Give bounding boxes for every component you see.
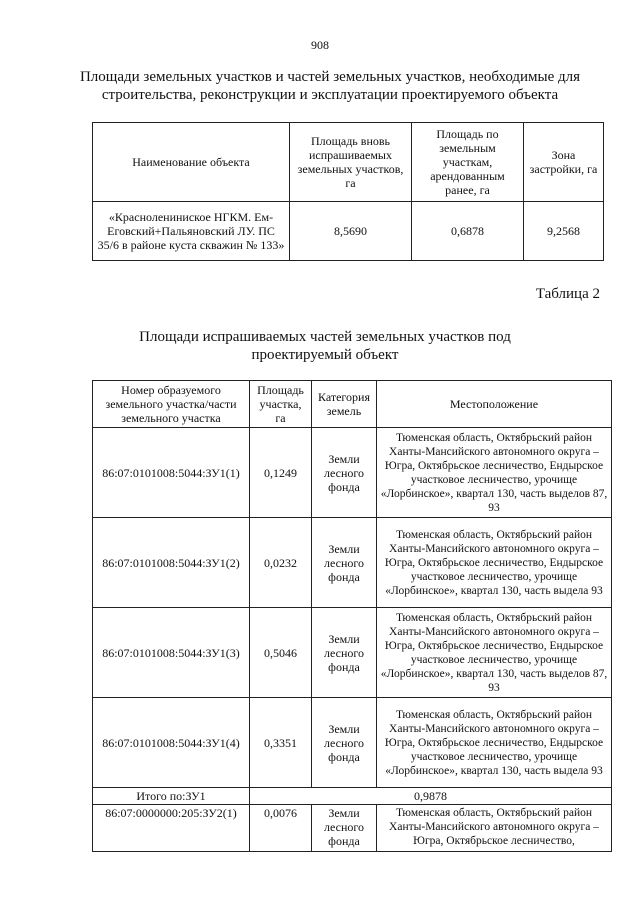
location-cell: Тюменская область, Октябрьский район Ханты-Мансийского автономного округа – Югра, Октябрьское лесничество, Ендырское участковое лесничество, урочище «Лорбинское», квартал 130, часть выделов 87, 93 [377, 428, 612, 518]
table-row [93, 805, 612, 852]
parcel-area-cell: 0,0076 [250, 805, 312, 852]
table-row [93, 608, 612, 698]
parcel-number-cell: 86:07:0101008:5044:ЗУ1(3) [93, 608, 250, 698]
section-heading: Площади испрашиваемых частей земельных участков под проектируемый объект [139, 329, 511, 363]
parcel-number-cell: 86:07:0101008:5044:ЗУ1(1) [93, 428, 250, 518]
leased-area-cell: 0,6878 [412, 202, 524, 261]
page-number: 908 [311, 38, 329, 52]
parcel-area-cell: 0,3351 [250, 698, 312, 788]
parcel-area-cell: 0,1249 [250, 428, 312, 518]
column-header: Категория земель [312, 381, 377, 428]
land-parts-table [92, 380, 612, 852]
table-header-row [93, 381, 612, 428]
column-header: Номер образуемого земельного участка/части земельного участка [93, 381, 250, 428]
location-cell: Тюменская область, Октябрьский район Ханты-Мансийского автономного округа – Югра, Октябрьское лесничество, Ендырское участковое лесничество, урочище «Лорбинское», квартал 130, часть выдела 93 [377, 698, 612, 788]
parcel-area-cell: 0,0232 [250, 518, 312, 608]
parcel-number-cell: 86:07:0101008:5044:ЗУ1(2) [93, 518, 250, 608]
table-header-row [93, 123, 604, 202]
section-heading: Площади земельных участков и частей земельных участков, необходимые для строительства, реконструкции и эксплуатации проектируемого объекта [79, 69, 581, 103]
zone-area-cell: 9,2568 [524, 202, 604, 261]
table-row [93, 698, 612, 788]
total-value-cell: 0,9878 [250, 788, 612, 805]
location-cell: Тюменская область, Октябрьский район Ханты-Мансийского автономного округа – Югра, Октябрьское лесничество, Ендырское участковое лесничество, урочище «Лорбинское», квартал 130, часть выделов 87, 93 [377, 608, 612, 698]
parcel-number-cell: 86:07:0000000:205:ЗУ2(1) [93, 805, 250, 852]
object-name-cell: «Краснолениниское НГКМ. Ем-Еговский+Пальяновский ЛУ. ПС 35/6 в районе куста скважин № 133» [93, 202, 290, 261]
parcel-number-cell: 86:07:0101008:5044:ЗУ1(4) [93, 698, 250, 788]
table-row [93, 202, 604, 261]
land-category-cell: Земли лесного фонда [312, 698, 377, 788]
column-header: Площадь участка, га [250, 381, 312, 428]
land-category-cell: Земли лесного фонда [312, 518, 377, 608]
land-category-cell: Земли лесного фонда [312, 428, 377, 518]
total-label-cell: Итого по:ЗУ1 [93, 788, 250, 805]
table-row [93, 518, 612, 608]
column-header: Местоположение [377, 381, 612, 428]
new-area-cell: 8,5690 [290, 202, 412, 261]
land-category-cell: Земли лесного фонда [312, 608, 377, 698]
column-header: Площадь по земельным участкам, арендованным ранее, га [412, 123, 524, 202]
column-header: Зона застройки, га [524, 123, 604, 202]
table-label: Таблица 2 [535, 286, 600, 302]
parcel-area-cell: 0,5046 [250, 608, 312, 698]
total-row [93, 788, 612, 805]
land-category-cell: Земли лесного фонда [312, 805, 377, 852]
column-header: Наименование объекта [93, 123, 290, 202]
land-area-table [92, 122, 604, 261]
location-cell: Тюменская область, Октябрьский район Ханты-Мансийского автономного округа – Югра, Октябрьское лесничество, Ендырское участковое лесничество, урочище «Лорбинское», квартал 130, часть выдела 93 [377, 518, 612, 608]
column-header: Площадь вновь испрашиваемых земельных участков, га [290, 123, 412, 202]
location-cell: Тюменская область, Октябрьский район Ханты-Мансийского автономного округа – Югра, Октябрьское лесничество, [377, 805, 612, 852]
table-row [93, 428, 612, 518]
